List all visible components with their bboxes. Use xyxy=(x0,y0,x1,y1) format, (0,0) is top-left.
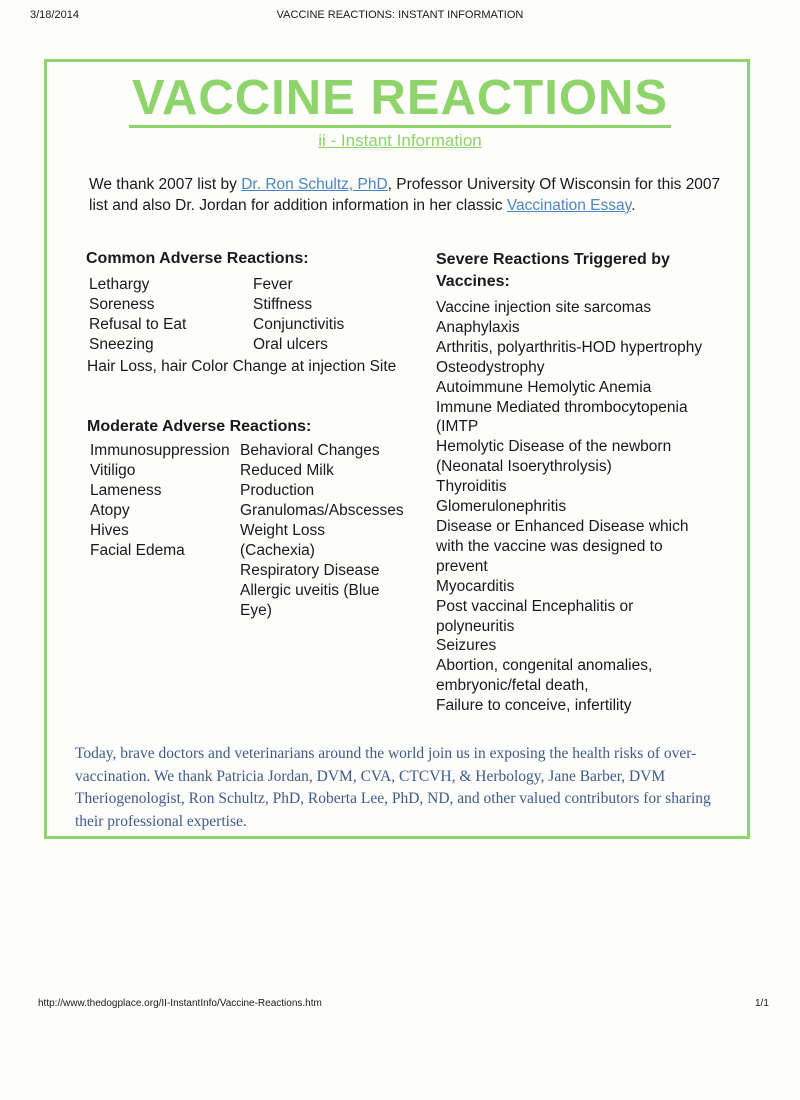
list-item: Arthritis, polyarthritis-HOD hypertrophy xyxy=(436,338,703,356)
common-reactions-heading: Common Adverse Reactions: xyxy=(86,250,309,267)
print-footer-url: http://www.thedogplace.org/II-InstantInfo/Vaccine-Reactions.htm xyxy=(38,998,322,1009)
list-item: Atopy xyxy=(90,502,130,519)
list-item: with the vaccine was designed to xyxy=(436,537,663,555)
severe-reactions-list xyxy=(436,298,736,716)
list-item: Vitiligo xyxy=(90,462,136,479)
print-date: 3/18/2014 xyxy=(30,9,79,21)
list-item: Failure to conceive, infertility xyxy=(436,697,632,715)
list-item: Conjunctivitis xyxy=(253,316,345,333)
list-item: Eye) xyxy=(240,602,272,619)
common-col-2 xyxy=(253,275,344,355)
list-item: Osteodystrophy xyxy=(436,358,545,376)
list-item: Disease or Enhanced Disease which xyxy=(436,517,689,535)
severe-reactions-heading: Severe Reactions Triggered by Vaccines: xyxy=(436,251,670,290)
list-item: (Neonatal Isoerythrolysis) xyxy=(436,458,612,476)
list-item: Refusal to Eat xyxy=(89,316,187,333)
intro-text-1: We thank 2007 list by xyxy=(89,176,242,193)
list-item: Hives xyxy=(90,522,129,539)
list-item: Thyroiditis xyxy=(436,478,507,496)
list-item: Anaphylaxis xyxy=(436,318,520,336)
moderate-reactions-heading: Moderate Adverse Reactions: xyxy=(87,418,312,435)
list-item: Sneezing xyxy=(89,336,154,353)
intro-text-2: , Professor University Of Wisconsin for this 2007 list and also Dr. Jordan for addition information in her classic xyxy=(89,176,721,214)
moderate-col-2 xyxy=(240,441,404,621)
list-item: Stiffness xyxy=(253,296,313,313)
list-item: Seizures xyxy=(436,637,497,655)
list-item: Behavioral Changes xyxy=(240,442,380,459)
list-item: Vaccine injection site sarcomas xyxy=(436,299,652,316)
vaccination-essay-link[interactable]: Vaccination Essay xyxy=(506,197,632,214)
list-item: Reduced Milk xyxy=(240,462,334,479)
list-item: Lameness xyxy=(90,482,162,499)
list-item: Lethargy xyxy=(89,276,150,293)
moderate-col-1 xyxy=(90,441,230,561)
list-item: Post vaccinal Encephalitis or xyxy=(436,597,634,615)
common-extra: Hair Loss, hair Color Change at injection Site xyxy=(87,358,397,375)
schultz-link[interactable]: Dr. Ron Schultz, PhD xyxy=(241,176,388,193)
intro-paragraph xyxy=(89,174,739,216)
intro-text-3: . xyxy=(631,197,636,214)
list-item: Immune Mediated thrombocytopenia xyxy=(436,398,688,416)
list-item: Granulomas/Abscesses xyxy=(240,502,404,519)
list-item: Oral ulcers xyxy=(253,336,328,353)
print-header-title: VACCINE REACTIONS: INSTANT INFORMATION xyxy=(276,9,524,21)
page-subtitle[interactable]: ii - Instant Information xyxy=(318,131,482,150)
list-item: embryonic/fetal death, xyxy=(436,677,589,695)
list-item: Allergic uveitis (Blue xyxy=(240,582,380,599)
list-item: (Cachexia) xyxy=(240,542,315,559)
list-item: prevent xyxy=(436,557,488,575)
list-item: Fever xyxy=(253,276,293,293)
list-item: Facial Edema xyxy=(90,542,185,559)
list-item: Abortion, congenital anomalies, xyxy=(436,657,653,675)
common-col-1 xyxy=(89,275,186,355)
list-item: Soreness xyxy=(89,296,155,313)
list-item: (IMTP xyxy=(436,418,479,436)
list-item: Immunosuppression xyxy=(90,442,230,459)
list-item: polyneuritis xyxy=(436,617,515,635)
list-item: Weight Loss xyxy=(240,522,326,539)
list-item: Production xyxy=(240,482,315,499)
list-item: Glomerulonephritis xyxy=(436,498,567,516)
list-item: Respiratory Disease xyxy=(240,562,380,579)
page-title: VACCINE REACTIONS xyxy=(0,70,800,126)
list-item: Hemolytic Disease of the newborn xyxy=(436,438,672,456)
list-item: Autoimmune Hemolytic Anemia xyxy=(436,378,652,396)
closing-paragraph: Today, brave doctors and veterinarians around the world join us in exposing the health risks of over-vaccination. We thank Patricia Jordan, DVM, CVA, CTCVH, & Herbology, Jane Barber, DVM Theriogenologist, Ron Schultz, PhD, Roberta Lee, PhD, ND, and other valued contributors for sharing their professional expertise. xyxy=(75,745,711,830)
print-page-number: 1/1 xyxy=(755,998,769,1009)
list-item: Myocarditis xyxy=(436,577,515,595)
